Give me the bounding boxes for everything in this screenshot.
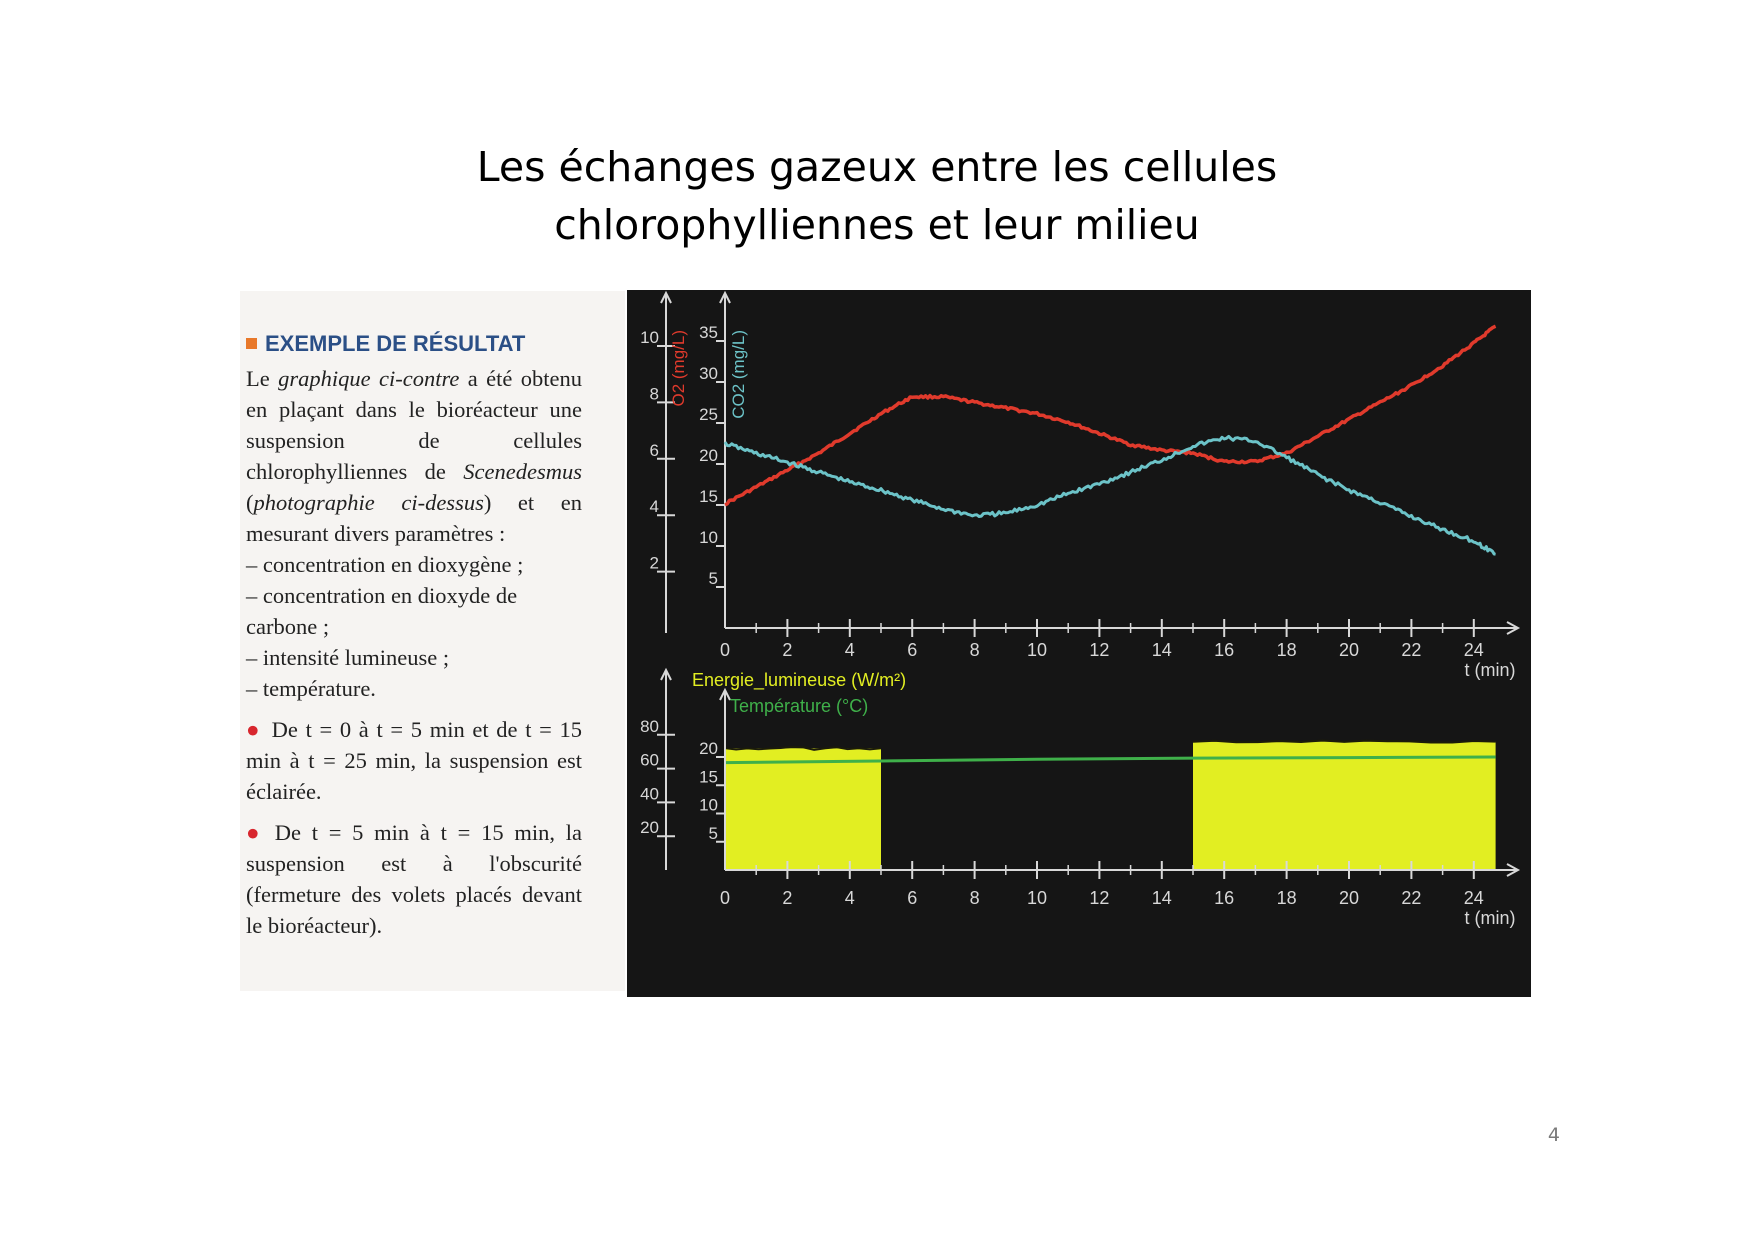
bottom-x-tick-label: 18 <box>1276 888 1297 908</box>
textbook-text <box>246 328 582 941</box>
intro-part-italic: graphique ci-contre <box>278 366 460 391</box>
bullet-light-period <box>246 714 582 807</box>
top-x-tick-label: 12 <box>1089 640 1110 660</box>
energy-y-tick-label: 60 <box>640 750 659 770</box>
parameter-item: – intensité lumineuse ; <box>246 645 450 670</box>
o2-y-tick-label: 6 <box>649 440 659 460</box>
co2-y-tick-label: 10 <box>699 528 718 547</box>
slide-title <box>0 138 1754 254</box>
co2-y-tick-label: 5 <box>708 569 718 588</box>
bottom-x-tick-label: 12 <box>1089 888 1110 908</box>
top-x-tick-label: 20 <box>1338 640 1360 660</box>
temperature-y-tick-label: 15 <box>699 767 718 787</box>
energy-y-tick-label: 20 <box>640 818 659 838</box>
top-x-tick-label: 22 <box>1401 640 1422 660</box>
parameter-item: – concentration en dioxyde de carbone ; <box>246 583 518 639</box>
result-heading-text: EXEMPLE DE RÉSULTAT <box>265 331 526 356</box>
top-x-tick-label: 6 <box>907 640 918 660</box>
parameter-item: – concentration en dioxygène ; <box>246 552 524 577</box>
top-x-axis-label: t (min) <box>1464 660 1516 680</box>
bottom-x-tick-label: 16 <box>1214 888 1235 908</box>
bullet-dark-period <box>246 817 582 941</box>
bottom-x-axis-label: t (min) <box>1464 908 1516 928</box>
bottom-x-tick-label: 6 <box>907 888 918 908</box>
co2-axis-label: CO2 (mg/L) <box>729 330 748 419</box>
intro-part-italic: Scenedesmus <box>463 459 582 484</box>
intro-part: ( <box>246 490 254 515</box>
temperature-y-tick-label: 5 <box>708 823 718 843</box>
chart-background <box>627 290 1531 997</box>
result-heading <box>246 328 582 359</box>
co2-y-tick-label: 15 <box>699 487 718 506</box>
energy-axis-label: Energie_lumineuse (W/m²) <box>692 670 907 690</box>
parameter-item: – température. <box>246 676 376 701</box>
chart-svg <box>627 290 1531 997</box>
top-x-tick-label: 2 <box>782 640 793 660</box>
top-x-tick-label: 0 <box>719 640 731 660</box>
bottom-x-tick-label: 2 <box>782 888 793 908</box>
bottom-x-tick-label: 10 <box>1026 888 1048 908</box>
top-x-tick-label: 14 <box>1151 640 1172 660</box>
square-bullet-icon <box>246 338 257 349</box>
red-dot-icon: ● <box>246 820 265 845</box>
slide-title-line-1: Les échanges gazeux entre les cellules <box>476 143 1278 191</box>
bottom-x-tick-label: 14 <box>1151 888 1172 908</box>
temperature-y-tick-label: 10 <box>699 795 718 815</box>
co2-y-tick-label: 25 <box>699 405 718 424</box>
bottom-x-tick-label: 8 <box>969 888 980 908</box>
bullet-dark-text: De t = 5 min à t = 15 min, la suspension est à l'obscurité (fermeture des volets placés devant le bioréacteur). <box>246 820 582 938</box>
intro-part: ) et en mesurant divers paramètres : <box>246 490 583 546</box>
o2-y-tick-label: 4 <box>649 497 659 517</box>
temperature-axis-label: Température (°C) <box>730 696 869 716</box>
bottom-x-tick-label: 24 <box>1463 888 1484 908</box>
top-x-tick-label: 4 <box>844 640 855 660</box>
intro-part: Le <box>246 366 279 391</box>
intro-part: a été obtenu en plaçant dans le bioréacteur une suspension de cellules chlorophylliennes de <box>246 366 583 484</box>
intro-paragraph <box>246 363 582 549</box>
top-x-tick-label: 16 <box>1214 640 1235 660</box>
energy-y-tick-label: 80 <box>640 716 659 736</box>
energy-y-tick-label: 40 <box>640 784 659 804</box>
bottom-x-tick-label: 4 <box>844 888 855 908</box>
bullet-light-text: De t = 0 à t = 5 min et de t = 15 min à t = 25 min, la suspension est éclairée. <box>246 717 582 804</box>
slide-title-line-2: chlorophylliennes et leur milieu <box>554 201 1200 249</box>
bottom-x-tick-label: 22 <box>1401 888 1422 908</box>
page-number: 4 <box>1547 1124 1560 1146</box>
o2-y-tick-label: 10 <box>640 328 659 347</box>
o2-y-tick-label: 2 <box>649 553 659 573</box>
red-dot-icon: ● <box>246 717 262 742</box>
bottom-x-tick-label: 20 <box>1338 888 1360 908</box>
top-x-tick-label: 24 <box>1463 640 1484 660</box>
chart-panel <box>627 290 1531 997</box>
co2-y-tick-label: 35 <box>699 323 718 342</box>
temperature-y-tick-label: 20 <box>699 739 718 758</box>
co2-y-tick-label: 30 <box>699 364 718 383</box>
top-x-tick-label: 18 <box>1276 640 1297 660</box>
top-x-tick-label: 8 <box>969 640 980 660</box>
top-x-tick-label: 10 <box>1026 640 1048 660</box>
co2-y-tick-label: 20 <box>699 446 718 465</box>
o2-axis-label: O2 (mg/L) <box>669 330 688 407</box>
bottom-x-tick-label: 0 <box>719 888 731 908</box>
intro-part-italic: photographie ci-dessus <box>253 490 484 515</box>
o2-y-tick-label: 8 <box>649 384 659 404</box>
